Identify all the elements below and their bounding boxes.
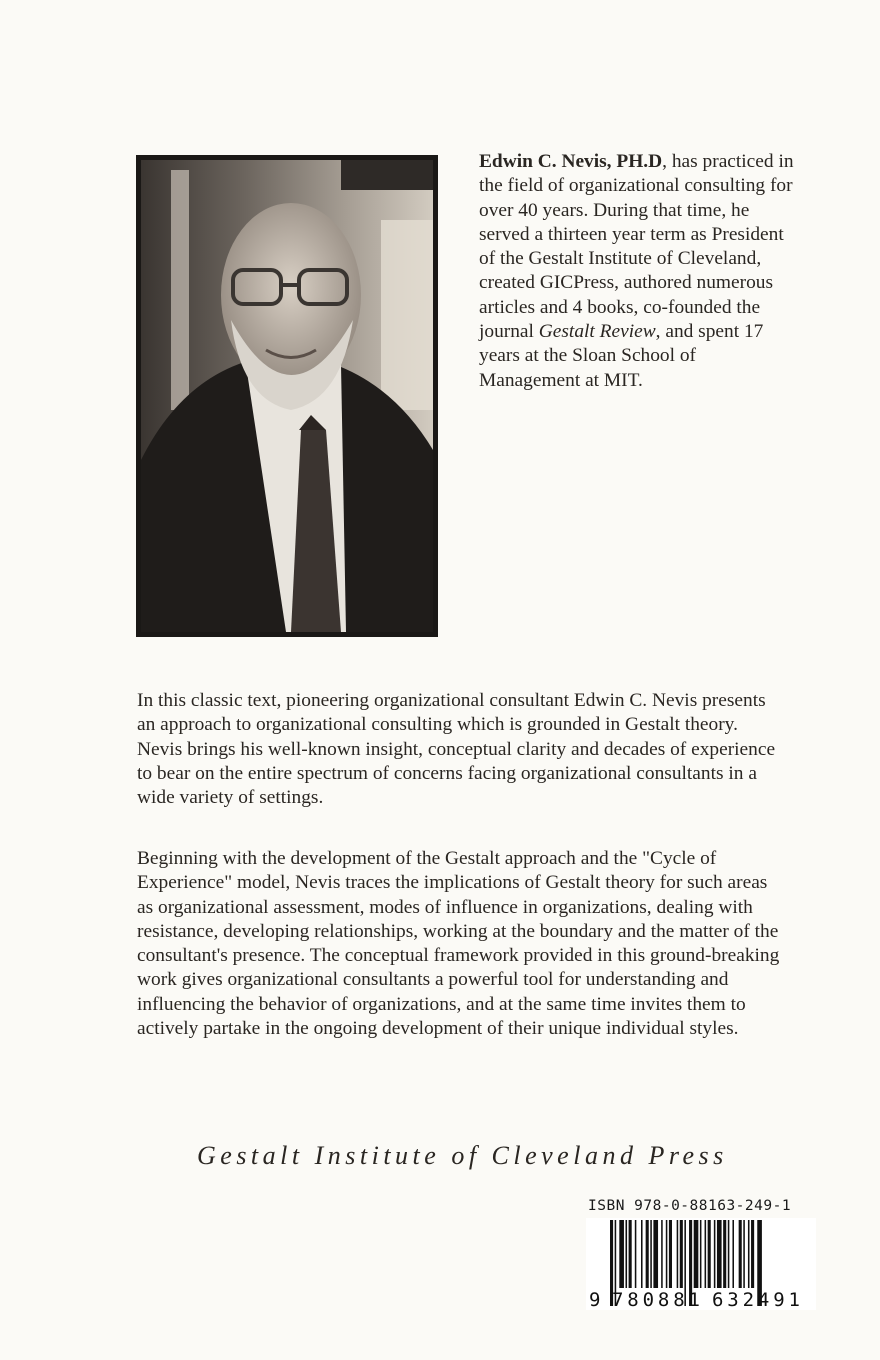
author-photo [136,155,438,637]
barcode [586,1218,816,1310]
barcode-bar [680,1220,683,1288]
barcode-bar [700,1220,702,1288]
journal-title: Gestalt Review [538,321,656,343]
author-name: Edwin C. Nevis, PH.D [479,151,663,172]
description-paragraph-2 [137,847,787,1041]
author-portrait-image [141,160,433,632]
author-bio [479,150,799,393]
barcode-bar [728,1220,730,1288]
barcode-image [586,1218,816,1310]
barcode-bar [723,1220,726,1288]
barcode-bar [666,1220,668,1288]
barcode-bar [748,1220,750,1288]
barcode-bar [708,1220,711,1288]
barcode-bar [694,1220,699,1288]
barcode-bar [669,1220,672,1288]
barcode-bar [677,1220,679,1288]
barcode-bar [626,1220,628,1288]
barcode-bar [732,1220,734,1288]
publisher-name: Gestalt Institute of Cleveland Press [197,1141,728,1170]
barcode-bar [717,1220,722,1288]
barcode-bar [661,1220,663,1288]
barcode-bar [751,1220,754,1288]
barcode-digits-right: 632491 [712,1289,800,1310]
description-text-2: Beginning with the development of the Gestalt approach and the "Cycle of Experience" model, Nevis traces the implications of Gestalt theory for such areas as organizational assessment, modes of influence in organizations, dealing with resistance, developing relationships, working at the boundary and the matter of the consultant's presence. The conceptual framework provided in this ground-breaking work gives organizational consultants a powerful tool for understanding and influencing the behavior of organizations, and at the same time invites them to actively partake in the ongoing development of their unique individual styles. [137,848,780,1040]
barcode-bar [705,1220,707,1288]
description-paragraph-1 [137,689,787,810]
author-bio-text: , has practiced in the field of organizational consulting for over 40 years. During that time, he served a thirteen year term as President of the Gestalt Institute of Cleveland, created GICPress, authored numerous articles and 4 books, co-founded the journal [479,151,794,343]
barcode-digit-lead: 9 [589,1289,601,1310]
barcode-digits-left: 780881 [612,1289,700,1310]
barcode-bar [653,1220,658,1288]
barcode-bar [743,1220,745,1288]
author-bio-text-end: , and spent 17 years at the Sloan School of Management at MIT. [479,321,764,391]
barcode-bar [646,1220,649,1288]
barcode-bar [714,1220,716,1288]
description-text-1: In this classic text, pioneering organizational consultant Edwin C. Nevis presents an approach to organizational consulting which is grounded in Gestalt theory. Nevis brings his well-known insight, conceptual clarity and decades of experience to bear on the entire spectrum of concerns facing organizational consultants in a wide variety of settings. [137,690,776,809]
barcode-bar [619,1220,624,1288]
barcode-bar [739,1220,742,1288]
isbn-label: ISBN 978-0-88163-249-1 [588,1198,792,1214]
barcode-bar [635,1220,637,1288]
barcode-bar [650,1220,652,1288]
barcode-bar [641,1220,643,1288]
barcode-bar [629,1220,632,1288]
